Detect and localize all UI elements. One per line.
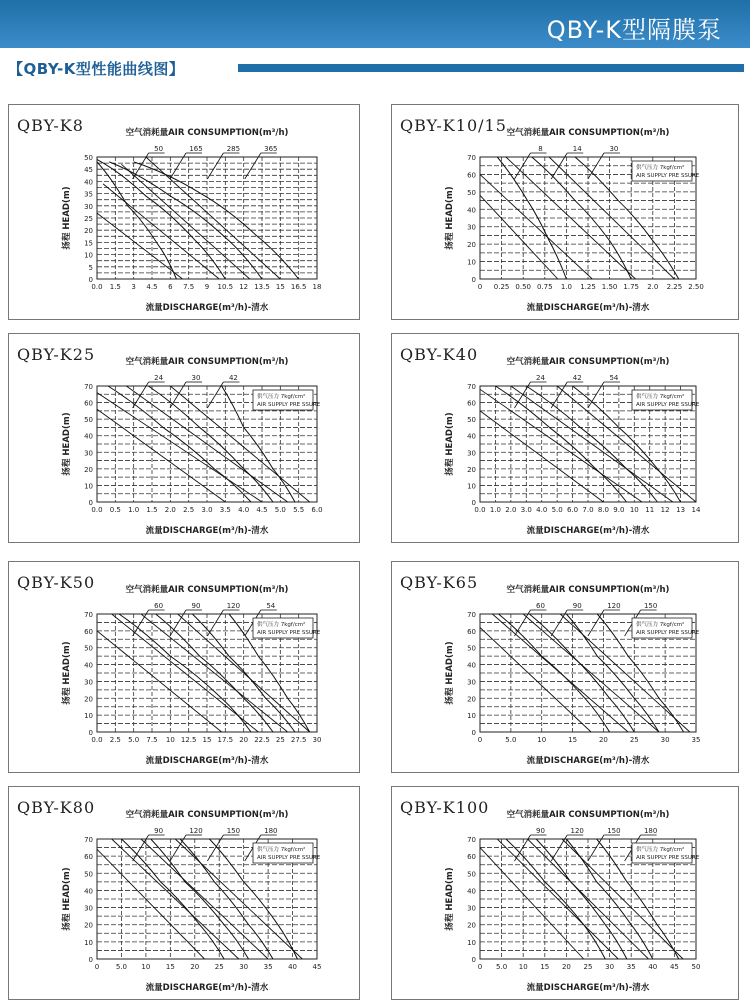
y-tick-label: 70 (84, 383, 93, 391)
x-tick-label: 0.0 (91, 283, 103, 291)
x-tick-label: 40 (288, 963, 298, 971)
x-tick-label: 20 (239, 736, 249, 744)
chart-svg (9, 562, 359, 772)
x-tick-label: 4.0 (238, 506, 250, 514)
x-tick-label: 0.25 (493, 283, 510, 291)
y-tick-label: 50 (84, 870, 93, 879)
x-tick-label: 10.5 (217, 283, 234, 291)
y-tick-label: 30 (467, 449, 476, 458)
x-tick-label: 4.5 (146, 283, 158, 291)
x-tick-label: 1.25 (580, 283, 596, 291)
air-value-label: 150 (607, 827, 621, 835)
air-consumption-label: 空气消耗量AIR CONSUMPTION(m³/h) (506, 128, 670, 138)
air-value-label: 120 (226, 602, 241, 610)
y-tick-label: 30 (467, 904, 476, 913)
discharge-label: 流量DISCHARGE(m³/h)-清水 (526, 983, 650, 993)
x-tick-label: 50 (691, 963, 701, 971)
y-tick-label: 10 (467, 938, 476, 947)
y-tick-label: 70 (467, 611, 476, 619)
x-tick-label: 9.0 (613, 506, 625, 514)
x-tick-label: 10 (629, 506, 639, 514)
y-tick-label: 0 (471, 729, 476, 737)
y-tick-label: 60 (84, 853, 93, 862)
chart-panel-5 (391, 561, 739, 773)
y-tick-label: 20 (84, 921, 93, 930)
x-tick-label: 0.0 (91, 736, 103, 744)
x-tick-label: 13 (676, 506, 686, 514)
y-tick-label: 35 (84, 190, 93, 199)
y-tick-label: 30 (84, 678, 93, 687)
model-title: QBY-K100 (400, 798, 490, 817)
model-title: QBY-K65 (400, 573, 479, 592)
y-tick-label: 0 (88, 276, 93, 284)
y-tick-label: 40 (467, 432, 476, 441)
x-tick-label: 25 (275, 736, 285, 744)
x-tick-label: 30 (239, 963, 249, 971)
x-tick-label: 27.5 (290, 736, 307, 744)
x-tick-label: 22.5 (254, 736, 270, 744)
x-tick-label: 12 (660, 506, 670, 514)
x-tick-label: 35 (263, 963, 273, 971)
y-tick-label: 10 (467, 712, 476, 721)
y-tick-label: 10 (467, 482, 476, 491)
performance-curve (97, 162, 176, 279)
x-tick-label: 11 (645, 506, 655, 514)
x-tick-label: 0.50 (515, 283, 531, 291)
air-value-label: 50 (154, 145, 164, 153)
x-tick-label: 7.0 (582, 506, 594, 514)
model-title: QBY-K50 (17, 573, 96, 592)
x-tick-label: 1.50 (601, 283, 618, 291)
air-consumption-label: 空气消耗量AIR CONSUMPTION(m³/h) (506, 810, 670, 820)
y-tick-label: 20 (84, 227, 93, 236)
air-consumption-label: 空气消耗量AIR CONSUMPTION(m³/h) (125, 585, 289, 595)
air-value-label: 180 (643, 827, 658, 835)
x-tick-label: 1.0 (489, 506, 501, 514)
section-rule (238, 64, 744, 72)
x-tick-label: 6.0 (567, 506, 579, 514)
legend-line-2: AIR SUPPLY PRE SSURE (257, 855, 321, 861)
chart-svg (392, 105, 738, 319)
air-value-label: 165 (189, 145, 203, 153)
legend-line-2: AIR SUPPLY PRE SSURE (257, 630, 321, 636)
x-tick-label: 45 (669, 963, 679, 971)
y-tick-label: 30 (467, 223, 476, 232)
air-value-label: 30 (609, 145, 619, 153)
air-value-label: 60 (536, 602, 545, 610)
y-tick-label: 30 (467, 678, 476, 687)
x-tick-label: 10 (537, 736, 547, 744)
chart-svg (392, 787, 738, 999)
y-tick-label: 50 (467, 188, 476, 197)
x-tick-label: 12.5 (180, 736, 197, 744)
x-tick-label: 20 (598, 736, 608, 744)
chart-svg (9, 334, 359, 542)
y-tick-label: 10 (84, 712, 93, 721)
x-tick-label: 2.25 (666, 283, 683, 291)
y-tick-label: 50 (84, 154, 93, 162)
y-tick-label: 70 (467, 836, 476, 844)
legend-line-1: 供气压力 7kgf/cm² (636, 622, 685, 628)
y-tick-label: 10 (84, 938, 93, 947)
chart-panel-7 (391, 786, 739, 1000)
chart-panel-1 (391, 104, 739, 320)
y-tick-label: 25 (84, 215, 93, 223)
air-consumption-line (97, 213, 183, 279)
y-tick-label: 60 (467, 399, 476, 408)
x-tick-label: 1.75 (623, 283, 639, 291)
x-tick-label: 8.0 (597, 506, 609, 514)
head-label: 扬程 HEAD(m) (62, 641, 72, 705)
y-tick-label: 40 (467, 661, 476, 670)
legend-line-1: 供气压力 7kgf/cm² (257, 394, 306, 400)
x-tick-label: 5.0 (128, 736, 140, 744)
x-tick-label: 30 (660, 736, 670, 744)
y-tick-label: 5 (88, 263, 93, 272)
chart-panel-0 (8, 104, 360, 320)
chart-panel-3 (391, 333, 739, 543)
x-tick-label: 15 (275, 283, 285, 291)
x-tick-label: 3.0 (520, 506, 532, 514)
x-tick-label: 3.0 (201, 506, 213, 514)
y-tick-label: 20 (467, 465, 476, 474)
x-tick-label: 6.0 (311, 506, 323, 514)
air-value-label: 180 (264, 827, 278, 835)
air-value-label: 60 (154, 602, 164, 610)
model-title: QBY-K80 (17, 798, 96, 817)
air-value-label: 120 (607, 602, 621, 610)
x-tick-label: 14 (691, 506, 701, 514)
x-tick-label: 30 (312, 736, 322, 744)
air-consumption-line (97, 409, 225, 502)
y-tick-label: 10 (467, 258, 476, 267)
x-tick-label: 2.0 (505, 506, 517, 514)
head-label: 扬程 HEAD(m) (62, 186, 72, 250)
air-consumption-label: 空气消耗量AIR CONSUMPTION(m³/h) (125, 128, 289, 138)
air-value-label: 90 (572, 602, 582, 610)
x-tick-label: 1.5 (146, 506, 158, 514)
air-value-label: 120 (189, 827, 203, 835)
x-tick-label: 25 (583, 963, 593, 971)
y-tick-label: 40 (84, 661, 93, 670)
x-tick-label: 5.0 (274, 506, 286, 514)
x-tick-label: 5.0 (505, 736, 517, 744)
legend-line-1: 供气压力 7kgf/cm² (636, 394, 685, 400)
x-tick-label: 10 (165, 736, 175, 744)
air-consumption-label: 空气消耗量AIR CONSUMPTION(m³/h) (125, 357, 289, 367)
air-value-label: 365 (264, 145, 278, 153)
discharge-label: 流量DISCHARGE(m³/h)-清水 (526, 303, 650, 313)
x-tick-label: 15 (202, 736, 212, 744)
y-tick-label: 40 (467, 206, 476, 215)
air-consumption-line (480, 848, 584, 959)
air-consumption-line (97, 849, 205, 959)
x-tick-label: 0 (94, 963, 100, 971)
y-tick-label: 20 (84, 465, 93, 474)
x-tick-label: 0.5 (109, 506, 121, 514)
x-tick-label: 30 (605, 963, 615, 971)
air-value-label: 120 (570, 827, 584, 835)
air-value-label: 8 (538, 145, 543, 153)
y-tick-label: 60 (467, 627, 476, 636)
y-tick-label: 70 (84, 611, 93, 619)
x-tick-label: 35 (691, 736, 701, 744)
legend-line-2: AIR SUPPLY PRE SSURE (636, 855, 700, 861)
x-tick-label: 7.5 (183, 283, 195, 291)
x-tick-label: 1.5 (109, 283, 121, 291)
head-label: 扬程 HEAD(m) (445, 412, 455, 476)
x-tick-label: 0 (477, 283, 483, 291)
model-title: QBY-K25 (17, 345, 96, 364)
x-tick-label: 2.0 (647, 283, 659, 291)
x-tick-label: 3.5 (219, 506, 231, 514)
y-tick-label: 60 (84, 399, 93, 408)
head-label: 扬程 HEAD(m) (62, 867, 72, 931)
x-tick-label: 1.0 (560, 283, 572, 291)
x-tick-label: 6 (168, 283, 173, 291)
x-tick-label: 2.5 (183, 506, 195, 514)
air-value-label: 24 (154, 374, 164, 382)
air-value-label: 150 (226, 827, 241, 835)
model-title: QBY-K8 (17, 116, 84, 135)
y-tick-label: 30 (84, 202, 93, 211)
y-tick-label: 0 (471, 276, 476, 284)
y-tick-label: 0 (88, 956, 93, 964)
y-tick-label: 30 (84, 904, 93, 913)
x-tick-label: 5.0 (496, 963, 508, 971)
x-tick-label: 35 (626, 963, 636, 971)
y-tick-label: 70 (84, 836, 93, 844)
y-tick-label: 40 (84, 887, 93, 896)
x-tick-label: 13.5 (254, 283, 270, 291)
x-tick-label: 2.50 (688, 283, 704, 291)
discharge-label: 流量DISCHARGE(m³/h)-清水 (145, 983, 269, 993)
y-tick-label: 50 (467, 870, 476, 879)
chart-svg (392, 562, 738, 772)
air-value-label: 42 (228, 374, 238, 382)
model-title: QBY-K40 (400, 345, 479, 364)
legend-line-1: 供气压力 7kgf/cm² (636, 847, 685, 853)
air-value-label: 285 (226, 145, 241, 153)
chart-svg (9, 105, 359, 319)
air-consumption-label: 空气消耗量AIR CONSUMPTION(m³/h) (506, 585, 670, 595)
y-tick-label: 50 (467, 644, 476, 653)
y-tick-label: 0 (88, 499, 93, 507)
x-tick-label: 7.5 (146, 736, 158, 744)
y-tick-label: 50 (84, 644, 93, 653)
y-tick-label: 70 (467, 154, 476, 162)
x-tick-label: 9 (204, 283, 210, 291)
air-value-label: 90 (536, 827, 545, 835)
y-tick-label: 60 (84, 627, 93, 636)
y-tick-label: 10 (84, 251, 93, 260)
air-value-label: 90 (154, 827, 164, 835)
x-tick-label: 20 (190, 963, 200, 971)
legend-line-2: AIR SUPPLY PRE SSURE (257, 402, 321, 408)
discharge-label: 流量DISCHARGE(m³/h)-清水 (526, 526, 650, 536)
y-tick-label: 30 (84, 449, 93, 458)
air-value-label: 30 (191, 374, 201, 382)
x-tick-label: 5.0 (115, 963, 128, 971)
y-tick-label: 60 (467, 853, 476, 862)
y-tick-label: 70 (467, 383, 476, 391)
legend-line-2: AIR SUPPLY PRE SSURE (636, 402, 700, 408)
head-label: 扬程 HEAD(m) (62, 412, 72, 476)
air-consumption-line (480, 627, 591, 732)
chart-svg (9, 787, 359, 999)
x-tick-label: 5.5 (293, 506, 305, 514)
x-tick-label: 15 (568, 736, 578, 744)
x-tick-label: 2.5 (109, 736, 121, 744)
discharge-label: 流量DISCHARGE(m³/h)-清水 (145, 756, 269, 766)
y-tick-label: 20 (467, 241, 476, 250)
y-tick-label: 20 (84, 695, 93, 704)
legend-line-2: AIR SUPPLY PRE SSURE (636, 630, 700, 636)
x-tick-label: 25 (214, 963, 224, 971)
page-title: QBY-K型隔膜泵 (546, 16, 722, 44)
x-tick-label: 0 (477, 736, 483, 744)
head-label: 扬程 HEAD(m) (445, 186, 455, 250)
discharge-label: 流量DISCHARGE(m³/h)-清水 (145, 526, 269, 536)
x-tick-label: 5.0 (551, 506, 563, 514)
x-tick-label: 0.0 (91, 506, 103, 514)
chart-svg (392, 334, 738, 542)
chart-panel-2 (8, 333, 360, 543)
x-tick-label: 0.0 (474, 506, 486, 514)
legend-line-1: 供气压力 7kgf/cm² (257, 622, 306, 628)
air-consumption-line (480, 195, 558, 279)
discharge-label: 流量DISCHARGE(m³/h)-清水 (526, 756, 650, 766)
air-value-label: 24 (536, 374, 545, 382)
x-tick-label: 20 (561, 963, 571, 971)
y-tick-label: 0 (88, 729, 93, 737)
x-tick-label: 18 (312, 283, 322, 291)
x-tick-label: 3 (131, 283, 136, 291)
x-tick-label: 15 (165, 963, 175, 971)
air-value-label: 42 (572, 374, 582, 382)
y-tick-label: 0 (471, 956, 476, 964)
x-tick-label: 0 (477, 963, 483, 971)
air-value-label: 150 (643, 602, 658, 610)
air-consumption-label: 空气消耗量AIR CONSUMPTION(m³/h) (506, 357, 670, 367)
y-tick-label: 40 (467, 887, 476, 896)
y-tick-label: 50 (467, 416, 476, 425)
discharge-label: 流量DISCHARGE(m³/h)-清水 (145, 303, 269, 313)
x-tick-label: 10 (141, 963, 151, 971)
section-title: 【QBY-K型性能曲线图】 (8, 59, 185, 78)
x-tick-label: 10 (518, 963, 528, 971)
x-tick-label: 15 (540, 963, 550, 971)
y-tick-label: 40 (84, 432, 93, 441)
x-tick-label: 45 (312, 963, 322, 971)
air-value-label: 14 (572, 145, 582, 153)
y-tick-label: 20 (467, 695, 476, 704)
head-label: 扬程 HEAD(m) (445, 641, 455, 705)
y-tick-label: 10 (84, 482, 93, 491)
x-tick-label: 4.0 (536, 506, 548, 514)
legend-line-1: 供气压力 7kgf/cm² (636, 165, 685, 171)
x-tick-label: 1.0 (128, 506, 140, 514)
y-tick-label: 60 (467, 171, 476, 180)
chart-panel-4 (8, 561, 360, 773)
x-tick-label: 4.5 (256, 506, 268, 514)
x-tick-label: 2.0 (164, 506, 176, 514)
legend-line-1: 供气压力 7kgf/cm² (257, 847, 306, 853)
y-tick-label: 20 (467, 921, 476, 930)
air-consumption-label: 空气消耗量AIR CONSUMPTION(m³/h) (125, 810, 289, 820)
x-tick-label: 40 (648, 963, 658, 971)
y-tick-label: 15 (84, 239, 93, 248)
section-heading (8, 57, 184, 79)
air-value-label: 90 (191, 602, 201, 610)
legend-line-2: AIR SUPPLY PRE SSURE (636, 173, 700, 179)
x-tick-label: 12 (239, 283, 249, 291)
air-value-label: 54 (609, 374, 619, 382)
chart-panel-6 (8, 786, 360, 1000)
x-tick-label: 0.75 (537, 283, 553, 291)
air-value-label: 54 (266, 602, 276, 610)
header-bar (0, 0, 750, 48)
y-tick-label: 50 (84, 416, 93, 425)
model-title: QBY-K10/15 (400, 116, 507, 135)
y-tick-label: 45 (84, 166, 93, 175)
x-tick-label: 17.5 (217, 736, 234, 744)
x-tick-label: 16.5 (290, 283, 307, 291)
y-tick-label: 0 (471, 499, 476, 507)
y-tick-label: 40 (84, 178, 93, 187)
head-label: 扬程 HEAD(m) (445, 867, 455, 931)
x-tick-label: 25 (629, 736, 639, 744)
